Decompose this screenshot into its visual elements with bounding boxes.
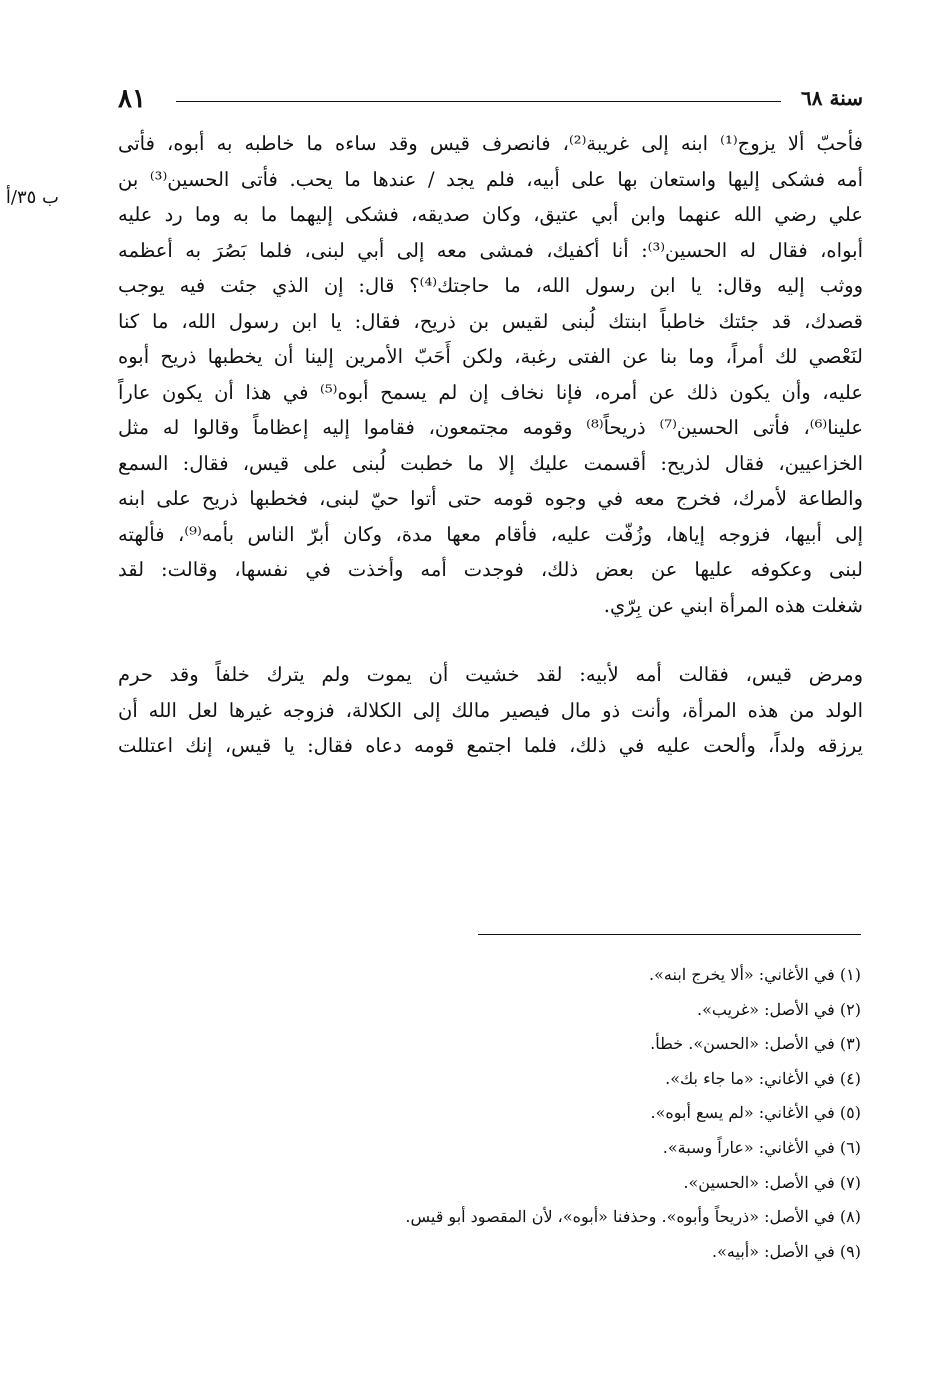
footnote-item: (٧) في الأصل: «الحسين». [683, 1172, 861, 1192]
text-line: لبنى وعكوفه عليها عن بعض ذلك، فوجدت أمه وأخذت في نفسها، وقالت: لقد [118, 558, 863, 581]
text-line: إلى أبيها، فزوجه إياها، وزُفّت عليه، فأقام معها مدة، وكان أبرّ الناس بأمه⁽⁹⁾، فألهته [118, 522, 863, 546]
text-line: ووثب إليه وقال: يا ابن رسول الله، ما حاجتك⁽⁴⁾؟ قال: إن الذي جئت فيه يوجب [118, 274, 863, 297]
text-line: أبواه، فقال له الحسين⁽³⁾: أنا أكفيك، فمشى معه إلى أبي لبنى، فلما بَصُرَ به أعظمه [118, 238, 863, 262]
year-label: سنة ٦٨ [801, 86, 863, 110]
text-line: علينا⁽⁶⁾، فأتى الحسين⁽⁷⁾ ذريحاً⁽⁸⁾ وقومه مجتمعون، فقاموا إليه إعظاماً وقالوا له مثل [118, 416, 863, 439]
footnote-separator [478, 934, 861, 935]
text-line: قصدك، قد جئتك خاطباً ابنتك لُبنى لقيس بن ذريح، فقال: يا ابن رسول الله، ما كنا [118, 309, 863, 333]
footnote-item: (٢) في الأصل: «غريب». [696, 999, 861, 1019]
main-text [118, 126, 863, 764]
text-line: علي رضي الله عنهما وابن أبي عتيق، وكان صديقه، فشكى إليهما ما به وما رد عليه [118, 203, 863, 226]
folio-margin-note: ب ٣٥/أ [5, 187, 59, 208]
footnote-item: (٥) في الأغاني: «لم يسع أبوه». [650, 1103, 861, 1123]
footnote-item: (٣) في الأصل: «الحسن». خطأ. [650, 1034, 861, 1054]
footnote-item: (٦) في الأغاني: «عاراً وسبة». [662, 1137, 861, 1157]
text-line: لنَعْصي لك أمراً، وما بنا عن الفتى رغبة، ولكن أَحَبّ الأمرين إلينا أن يخطبها ذريح أبوه [118, 345, 863, 368]
page-number: ٨١ [118, 84, 146, 114]
text-line: ومرض قيس، فقالت أمه لأبيه: لقد خشيت أن يموت ولم يترك خلفاً وقد حرم [118, 663, 863, 686]
footnotes [261, 958, 861, 1269]
footnote-item: (٨) في الأصل: «ذريحاً وأبوه». وحذفنا «أبوه»، لأن المقصود أبو قيس. [405, 1207, 861, 1227]
running-header [118, 84, 863, 116]
footnote-item: (٤) في الأغاني: «ما جاء بك». [665, 1068, 861, 1088]
text-line: شغلت هذه المرأة ابني عن بِرّي. [603, 593, 863, 617]
header-rule [176, 101, 781, 102]
text-line: أمه فشكى إليها واستعان بها على أبيه، فلم يجد / عندها ما يحب. فأتى الحسين⁽³⁾ بن [118, 167, 863, 191]
text-line: الخزاعيين، فقال لذريح: أقسمت عليك إلا ما خطبت لُبنى على قيس، فقال: السمع [118, 451, 863, 475]
paragraph-gap [118, 623, 863, 657]
text-line: عليه، وأن يكون ذلك عن أمره، فإنا نخاف إن لم يسمح أبوه⁽⁵⁾ في هذا أن يكون عاراً [118, 380, 863, 404]
text-line: يرزقه ولداً، وألحت عليه في ذلك، فلما اجتمع قومه دعاه فقال: يا قيس، إنك اعتللت [118, 734, 863, 757]
text-line: الولد من هذه المرأة، وأنت ذو مال فيصير مالك إلى الكلالة، فزوجه غيرها لعل الله أن [118, 698, 863, 722]
footnote-item: (١) في الأغاني: «ألا يخرج ابنه». [649, 965, 861, 984]
footnote-item: (٩) في الأصل: «أبيه». [712, 1241, 861, 1261]
text-line: فأحبّ ألا يزوج⁽¹⁾ ابنه إلى غريبة⁽²⁾، فانصرف قيس وقد ساءه ما خاطبه به أبوه، فأتى [118, 132, 863, 155]
text-line: والطاعة لأمرك، فخرج معه في وجوه قومه حتى أتوا حيّ لبنى، فخطبها ذريح على ابنه [118, 487, 863, 510]
